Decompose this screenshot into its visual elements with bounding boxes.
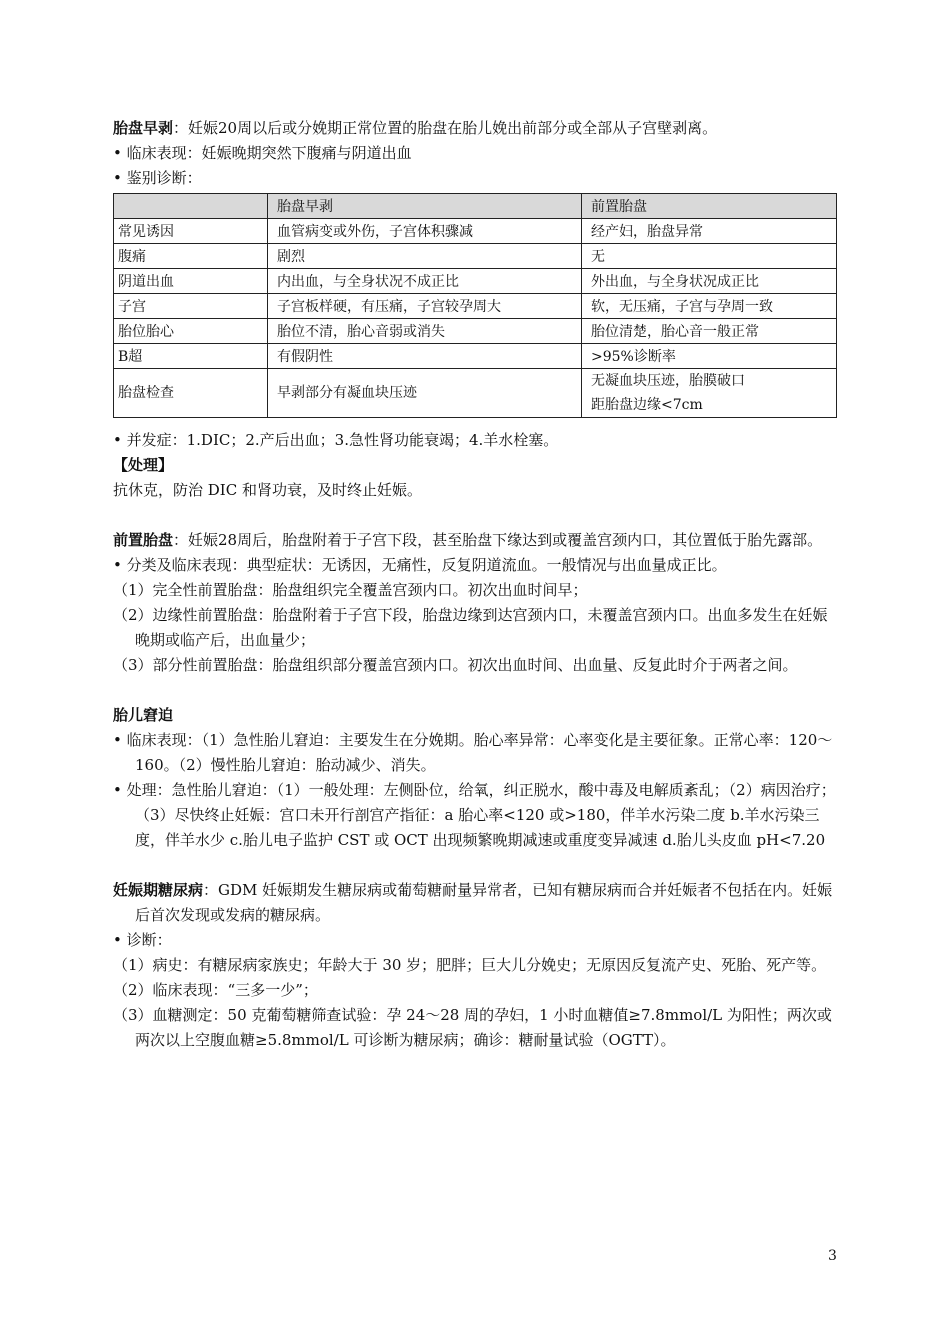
table-cell: 血管病变或外伤，子宫体积骤减 [268, 219, 582, 244]
table-row [114, 219, 837, 244]
table-cell-line: 无凝血块压迹，胎膜破口 [591, 373, 745, 389]
document-page [113, 116, 837, 1053]
table-row [114, 319, 837, 344]
table-row [114, 369, 837, 418]
list-item: （2）临床表现：“三多一少”； [113, 981, 318, 999]
table-cell: 胎位清楚，胎心音一般正常 [582, 319, 837, 344]
table-header-row [114, 194, 837, 219]
table-cell: 有假阴性 [268, 344, 582, 369]
table-cell: 剧烈 [268, 244, 582, 269]
table-row [114, 269, 837, 294]
table-cell: 胎盘检查 [114, 369, 268, 418]
list-item: （1）病史：有糖尿病家族史；年龄大于 30 岁；肥胖；巨大儿分娩史；无原因反复流产史、死胎、死产等。 [113, 956, 827, 974]
table-cell: 经产妇，胎盘异常 [582, 219, 837, 244]
differential-diagnosis-table [113, 193, 837, 418]
previa-term: 前置胎盘 [113, 531, 174, 549]
table-cell: 外出血，与全身状况成正比 [582, 269, 837, 294]
table-header-cell: 胎盘早剥 [268, 194, 582, 219]
table-cell: 内出血，与全身状况不成正比 [268, 269, 582, 294]
table-cell: 常见诱因 [114, 219, 268, 244]
table-cell: 胎位胎心 [114, 319, 268, 344]
list-item: （3）血糖测定：50 克葡萄糖筛查试验：孕 24～28 周的孕妇，1 小时血糖值≥7.8mmol/L 为阳性；两次或两次以上空腹血糖≥5.8mmol/L 可诊断为糖尿病；确诊：糖耐量试验（OGTT）。 [113, 1006, 832, 1049]
list-item: （3）部分性前置胎盘：胎盘组织部分覆盖宫颈内口。初次出血时间、出血量、反复此时介于两者之间。 [113, 656, 798, 674]
abruption-clinical: • 临床表现：妊娠晚期突然下腹痛与阴道出血 [113, 144, 412, 162]
table-cell: B超 [114, 344, 268, 369]
gdm-term: 妊娠期糖尿病 [113, 881, 204, 899]
treatment-heading: 【处理】 [113, 456, 174, 474]
table-row [114, 294, 837, 319]
abruption-complications: • 并发症：1.DIC；2.产后出血；3.急性肾功能衰竭；4.羊水栓塞。 [113, 431, 559, 449]
abruption-differential-label: • 鉴别诊断： [113, 169, 202, 187]
page-number: 3 [828, 1248, 837, 1264]
fetal-distress-treatment: • 处理：急性胎儿窘迫：（1）一般处理：左侧卧位，给氧，纠正脱水，酸中毒及电解质紊乱；（2）病因治疗；（3）尽快终止妊娠：宫口未开行剖宫产指征：a 胎心率<120 或>180，伴羊水污染二度 b.羊水污染三度，伴羊水少 c.胎儿电子监护 CST 或 OCT 出现频繁晚期减速或重度变异减速 d.胎儿头皮血 pH<7.20 [113, 781, 836, 849]
previa-classification: • 分类及临床表现：典型症状：无诱因，无痛性，反复阴道流血。一般情况与出血量成正比。 [113, 556, 727, 574]
treatment-text: 抗休克，防治 DIC 和肾功衰，及时终止妊娠。 [113, 481, 422, 499]
gdm-definition: 妊娠期糖尿病：GDM 妊娠期发生糖尿病或葡萄糖耐量异常者，已知有糖尿病而合并妊娠者不包括在内。妊娠后首次发现或发病的糖尿病。 [113, 881, 833, 924]
table-cell: 软，无压痛，子宫与孕周一致 [582, 294, 837, 319]
gdm-diagnosis-label: • 诊断： [113, 931, 172, 949]
table-cell: 阴道出血 [114, 269, 268, 294]
table-row [114, 244, 837, 269]
previa-definition: 前置胎盘：妊娠28周后，胎盘附着于子宫下段，甚至胎盘下缘达到或覆盖宫颈内口，其位置低于胎先露部。 [113, 531, 823, 549]
table-cell: 子宫板样硬，有压痛，子宫较孕周大 [268, 294, 582, 319]
fetal-distress-heading: 胎儿窘迫 [113, 706, 174, 724]
fetal-distress-clinical: • 临床表现：（1）急性胎儿窘迫：主要发生在分娩期。胎心率异常：心率变化是主要征象。正常心率：120～160。（2）慢性胎儿窘迫：胎动减少、消失。 [113, 731, 833, 774]
table-cell: 胎位不清，胎心音弱或消失 [268, 319, 582, 344]
table-cell: 子宫 [114, 294, 268, 319]
table-cell: 早剥部分有凝血块压迹 [268, 369, 582, 418]
list-item: （1）完全性前置胎盘：胎盘组织完全覆盖宫颈内口。初次出血时间早； [113, 581, 588, 599]
table-cell: >95%诊断率 [582, 344, 837, 369]
table-cell: 无 [582, 244, 837, 269]
table-header-cell [114, 194, 268, 219]
list-item: （2）边缘性前置胎盘：胎盘附着于子宫下段，胎盘边缘到达宫颈内口，未覆盖宫颈内口。出血多发生在妊娠晚期或临产后，出血量少； [113, 606, 828, 649]
abruption-definition: 胎盘早剥：妊娠20周以后或分娩期正常位置的胎盘在胎儿娩出前部分或全部从子宫壁剥离。 [113, 119, 718, 137]
table-cell [582, 369, 837, 418]
abruption-term: 胎盘早剥 [113, 119, 174, 137]
table-cell: 腹痛 [114, 244, 268, 269]
table-row [114, 344, 837, 369]
table-header-cell: 前置胎盘 [582, 194, 837, 219]
table-cell-line: 距胎盘边缘<7cm [591, 397, 703, 413]
